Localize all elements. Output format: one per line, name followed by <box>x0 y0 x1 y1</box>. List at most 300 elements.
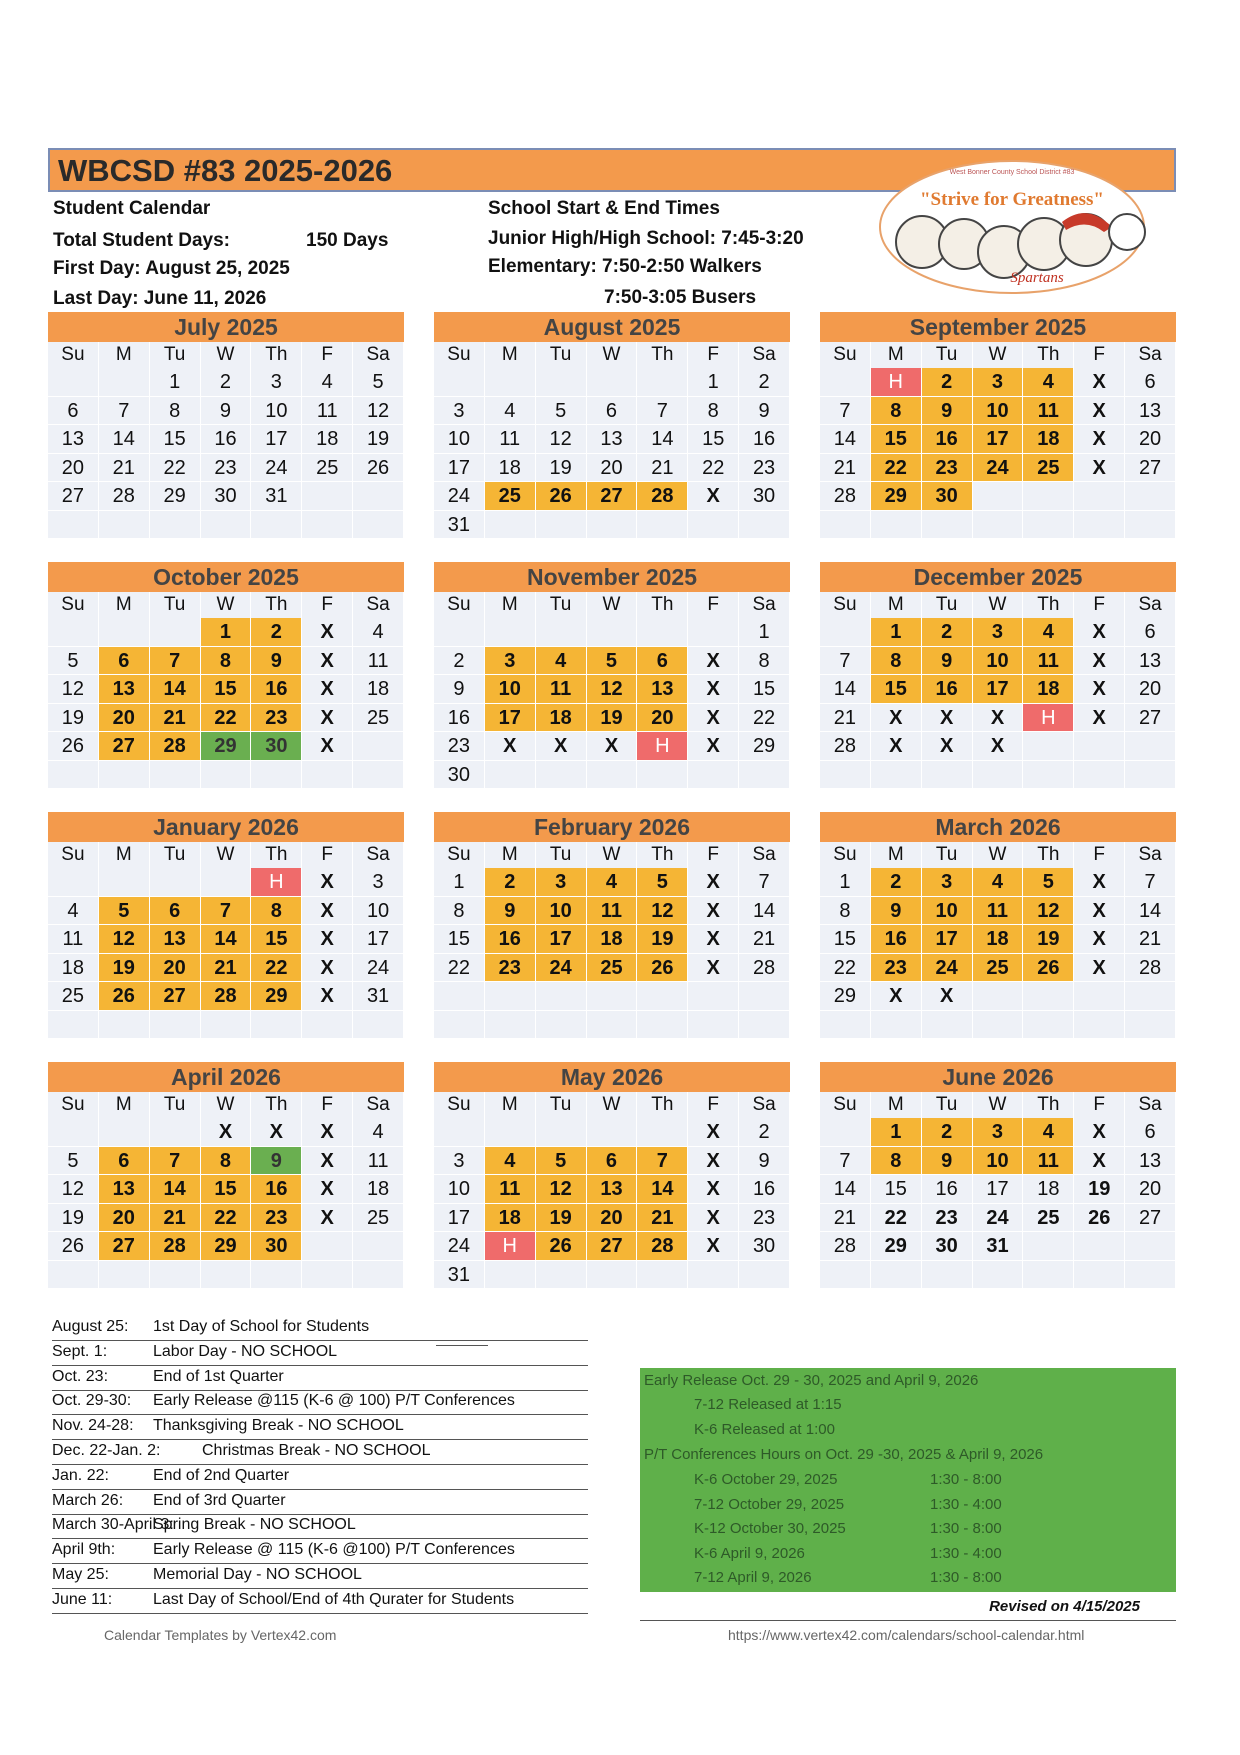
day-cell: 22 <box>150 454 201 483</box>
day-cell: 27 <box>150 982 201 1011</box>
day-cell: 12 <box>48 1175 99 1204</box>
day-cell: X <box>302 732 353 761</box>
day-of-week-header: Th <box>1023 592 1074 618</box>
day-cell: 4 <box>973 868 1024 897</box>
day-of-week-header: Tu <box>922 342 973 368</box>
day-of-week-header: M <box>485 342 536 368</box>
day-cell: X <box>302 675 353 704</box>
empty-cell <box>688 982 739 1011</box>
day-cell: 21 <box>820 454 871 483</box>
day-of-week-header: Tu <box>536 842 587 868</box>
day-of-week-header: M <box>871 342 922 368</box>
day-cell: 17 <box>973 1175 1024 1204</box>
day-cell: 10 <box>434 1175 485 1204</box>
day-cell: 9 <box>485 897 536 926</box>
legend-row <box>52 1539 588 1564</box>
empty-cell <box>637 1118 688 1147</box>
day-cell: 15 <box>871 675 922 704</box>
day-cell: 4 <box>485 1147 536 1176</box>
legend-event: Labor Day - NO SCHOOL <box>153 1342 338 1360</box>
day-cell: 21 <box>150 704 201 733</box>
empty-cell <box>485 618 536 647</box>
day-cell: 9 <box>434 675 485 704</box>
day-cell: 8 <box>251 897 302 926</box>
day-of-week-header: W <box>201 342 252 368</box>
empty-cell <box>251 511 302 540</box>
empty-cell <box>1125 761 1176 790</box>
day-cell: 17 <box>922 925 973 954</box>
conference-hours: 1:30 - 8:00 <box>930 1520 1002 1537</box>
legend-row <box>52 1564 588 1589</box>
empty-cell <box>973 482 1024 511</box>
day-cell: X <box>688 897 739 926</box>
legend-row <box>52 1490 588 1515</box>
empty-cell <box>150 761 201 790</box>
day-cell: 11 <box>973 897 1024 926</box>
day-cell: 2 <box>251 618 302 647</box>
day-cell: 27 <box>1125 454 1176 483</box>
day-cell: 6 <box>1125 618 1176 647</box>
day-cell: 14 <box>150 675 201 704</box>
day-of-week-header: F <box>688 592 739 618</box>
day-cell: 29 <box>201 1232 252 1261</box>
day-cell: 3 <box>434 1147 485 1176</box>
day-of-week-header: F <box>302 842 353 868</box>
day-cell: 6 <box>587 397 638 426</box>
legend-row <box>52 1390 588 1415</box>
empty-cell <box>871 1011 922 1040</box>
day-cell: X <box>688 1118 739 1147</box>
month-grid <box>820 342 1176 539</box>
day-of-week-header: W <box>587 842 638 868</box>
day-of-week-header: Sa <box>353 1092 404 1118</box>
empty-cell <box>922 761 973 790</box>
conference-who: 7-12 April 9, 2026 <box>694 1569 812 1586</box>
empty-cell <box>353 1261 404 1290</box>
empty-cell <box>637 982 688 1011</box>
legend-event: 1st Day of School for Students <box>153 1318 370 1335</box>
legend-event: Thanksgiving Break - NO SCHOOL <box>153 1417 404 1435</box>
elementary-times: Elementary: 7:50-2:50 Walkers <box>488 256 762 277</box>
day-cell: 11 <box>1023 647 1074 676</box>
month-title: May 2026 <box>434 1062 790 1092</box>
day-cell: 25 <box>1023 454 1074 483</box>
empty-cell <box>1074 1011 1125 1040</box>
day-cell: 11 <box>587 897 638 926</box>
empty-cell <box>922 1011 973 1040</box>
day-cell: 18 <box>48 954 99 983</box>
conference-hours: 1:30 - 8:00 <box>930 1471 1002 1488</box>
day-of-week-header: F <box>1074 842 1125 868</box>
legend-event: Memorial Day - NO SCHOOL <box>153 1566 362 1583</box>
legend-event: Christmas Break - NO SCHOOL <box>202 1442 431 1459</box>
day-cell: 15 <box>688 425 739 454</box>
day-cell: 3 <box>973 618 1024 647</box>
empty-cell <box>739 1261 790 1290</box>
legend-row <box>52 1316 588 1341</box>
day-cell: 31 <box>973 1232 1024 1261</box>
day-cell: X <box>688 732 739 761</box>
day-cell: 3 <box>973 368 1024 397</box>
day-cell: 21 <box>820 704 871 733</box>
day-cell: 12 <box>587 675 638 704</box>
empty-cell <box>820 618 871 647</box>
day-cell: 6 <box>99 1147 150 1176</box>
day-cell: 18 <box>302 425 353 454</box>
empty-cell <box>150 1011 201 1040</box>
day-of-week-header: Th <box>637 1092 688 1118</box>
day-cell: 3 <box>973 1118 1024 1147</box>
day-cell: 4 <box>1023 1118 1074 1147</box>
day-of-week-header: Th <box>1023 342 1074 368</box>
empty-cell <box>1074 482 1125 511</box>
day-of-week-header: Su <box>820 592 871 618</box>
day-cell: 13 <box>587 425 638 454</box>
day-cell: 16 <box>201 425 252 454</box>
empty-cell <box>1023 1261 1074 1290</box>
day-cell: 22 <box>871 454 922 483</box>
month-title: March 2026 <box>820 812 1176 842</box>
empty-cell <box>587 982 638 1011</box>
day-of-week-header: Tu <box>922 1092 973 1118</box>
day-of-week-header: Su <box>48 592 99 618</box>
empty-cell <box>48 1011 99 1040</box>
day-cell: 4 <box>587 868 638 897</box>
empty-cell <box>1023 511 1074 540</box>
day-cell: 3 <box>485 647 536 676</box>
month-title: April 2026 <box>48 1062 404 1092</box>
empty-cell <box>820 511 871 540</box>
day-cell: 19 <box>48 1204 99 1233</box>
day-cell: 7 <box>820 1147 871 1176</box>
day-cell: 13 <box>637 675 688 704</box>
day-cell: 23 <box>739 454 790 483</box>
day-cell: 21 <box>739 925 790 954</box>
day-cell: 27 <box>99 1232 150 1261</box>
day-cell: 16 <box>251 1175 302 1204</box>
day-cell: 18 <box>353 675 404 704</box>
day-cell: 12 <box>1023 897 1074 926</box>
month-calendar <box>48 1062 404 1289</box>
empty-cell <box>99 511 150 540</box>
revised-row <box>640 1596 1176 1621</box>
day-cell: 23 <box>739 1204 790 1233</box>
day-cell: 16 <box>251 675 302 704</box>
day-cell: 28 <box>820 732 871 761</box>
day-cell: 11 <box>536 675 587 704</box>
day-cell: 7 <box>739 868 790 897</box>
day-of-week-header: W <box>201 592 252 618</box>
day-of-week-header: Su <box>820 342 871 368</box>
empty-cell <box>1125 732 1176 761</box>
day-cell: 31 <box>251 482 302 511</box>
empty-cell <box>688 1261 739 1290</box>
day-cell: 4 <box>48 897 99 926</box>
day-cell: 7 <box>820 647 871 676</box>
day-of-week-header: Su <box>48 342 99 368</box>
day-cell: 12 <box>353 397 404 426</box>
empty-cell <box>1023 482 1074 511</box>
legend-event: End of 3rd Quarter <box>153 1491 286 1509</box>
day-cell: X <box>536 732 587 761</box>
day-cell: 30 <box>922 1232 973 1261</box>
early-release-title: Early Release Oct. 29 - 30, 2025 and April 9, 2026 <box>644 1372 979 1389</box>
empty-cell <box>587 511 638 540</box>
day-cell: 29 <box>201 732 252 761</box>
empty-cell <box>201 1011 252 1040</box>
day-cell: 19 <box>353 425 404 454</box>
day-cell: X <box>587 732 638 761</box>
conference-who: K-12 October 30, 2025 <box>694 1520 846 1537</box>
day-of-week-header: Sa <box>739 842 790 868</box>
day-cell: 14 <box>820 675 871 704</box>
day-cell: 19 <box>48 704 99 733</box>
empty-cell <box>99 761 150 790</box>
empty-cell <box>536 761 587 790</box>
day-of-week-header: Sa <box>739 1092 790 1118</box>
conference-who: 7-12 October 29, 2025 <box>694 1495 845 1513</box>
legend-event: Last Day of School/End of 4th Qurater for Students <box>153 1590 515 1608</box>
day-cell: 15 <box>871 1175 922 1204</box>
day-cell: X <box>302 618 353 647</box>
day-cell: X <box>1074 1118 1125 1147</box>
empty-cell <box>637 368 688 397</box>
empty-cell <box>1125 1232 1176 1261</box>
day-of-week-header: W <box>973 842 1024 868</box>
day-cell: 16 <box>485 925 536 954</box>
day-of-week-header: Su <box>434 592 485 618</box>
day-of-week-header: M <box>99 1092 150 1118</box>
day-cell: 9 <box>251 1147 302 1176</box>
empty-cell <box>536 982 587 1011</box>
day-of-week-header: Th <box>251 1092 302 1118</box>
day-cell: 9 <box>922 647 973 676</box>
day-cell: 8 <box>871 647 922 676</box>
empty-cell <box>871 761 922 790</box>
day-cell: 2 <box>922 368 973 397</box>
empty-cell <box>1074 511 1125 540</box>
empty-cell <box>434 618 485 647</box>
day-cell: X <box>201 1118 252 1147</box>
empty-cell <box>637 618 688 647</box>
empty-cell <box>150 618 201 647</box>
day-cell: 2 <box>739 368 790 397</box>
day-cell: 28 <box>637 1232 688 1261</box>
day-cell: X <box>302 1204 353 1233</box>
day-cell: 31 <box>434 511 485 540</box>
day-cell: 23 <box>485 954 536 983</box>
empty-cell <box>99 1118 150 1147</box>
empty-cell <box>1125 1261 1176 1290</box>
day-of-week-header: Su <box>434 842 485 868</box>
day-cell: 8 <box>150 397 201 426</box>
day-cell: X <box>688 647 739 676</box>
day-cell: X <box>302 647 353 676</box>
day-cell: 26 <box>353 454 404 483</box>
day-cell: 4 <box>485 397 536 426</box>
empty-cell <box>871 1261 922 1290</box>
empty-cell <box>637 511 688 540</box>
day-cell: 16 <box>922 1175 973 1204</box>
day-cell: H <box>485 1232 536 1261</box>
month-grid <box>48 842 404 1039</box>
legend-date: March 26: <box>52 1491 124 1509</box>
day-cell: 1 <box>739 618 790 647</box>
day-cell: 21 <box>820 1204 871 1233</box>
month-calendar <box>820 812 1176 1039</box>
legend-event: Early Release @ 115 (K-6 @100) P/T Conferences <box>153 1541 515 1559</box>
day-cell: X <box>1074 868 1125 897</box>
day-cell: 10 <box>536 897 587 926</box>
day-cell: 8 <box>871 1147 922 1176</box>
empty-cell <box>1074 1232 1125 1261</box>
day-cell: 25 <box>302 454 353 483</box>
empty-cell <box>99 868 150 897</box>
day-cell: X <box>688 954 739 983</box>
empty-cell <box>587 1261 638 1290</box>
legend-event: End of 2nd Quarter <box>153 1466 290 1484</box>
month-calendar <box>820 562 1176 789</box>
day-cell: X <box>688 868 739 897</box>
jh-hs-times: Junior High/High School: 7:45-3:20 <box>488 228 804 249</box>
day-cell: 6 <box>587 1147 638 1176</box>
last-day: Last Day: June 11, 2026 <box>53 288 267 309</box>
day-of-week-header: Sa <box>1125 1092 1176 1118</box>
day-cell: 18 <box>1023 425 1074 454</box>
empty-cell <box>302 1011 353 1040</box>
day-cell: 28 <box>150 732 201 761</box>
conference-hours: 1:30 - 4:00 <box>930 1495 1002 1513</box>
legend-date: June 11: <box>52 1590 113 1608</box>
day-of-week-header: Su <box>48 1092 99 1118</box>
day-of-week-header: Sa <box>353 342 404 368</box>
month-grid <box>434 1092 790 1289</box>
day-of-week-header: Tu <box>922 592 973 618</box>
day-cell: 12 <box>99 925 150 954</box>
day-cell: 9 <box>739 397 790 426</box>
empty-cell <box>637 1261 688 1290</box>
day-cell: 6 <box>637 647 688 676</box>
day-cell: 4 <box>353 1118 404 1147</box>
empty-cell <box>973 761 1024 790</box>
day-cell: 2 <box>871 868 922 897</box>
day-of-week-header: W <box>201 842 252 868</box>
legend-event: Spring Break - NO SCHOOL <box>153 1516 356 1534</box>
legend-row <box>52 1415 588 1440</box>
day-cell: 24 <box>973 454 1024 483</box>
day-of-week-header: Su <box>48 842 99 868</box>
day-cell: 1 <box>688 368 739 397</box>
day-cell: 26 <box>99 982 150 1011</box>
day-cell: 30 <box>251 732 302 761</box>
legend-event: Early Release @115 (K-6 @ 100) P/T Conferences <box>153 1392 515 1410</box>
day-cell: 12 <box>536 1175 587 1204</box>
day-cell: 3 <box>353 868 404 897</box>
day-cell: 5 <box>48 647 99 676</box>
day-cell: X <box>1074 675 1125 704</box>
day-cell: 10 <box>973 397 1024 426</box>
empty-cell <box>485 368 536 397</box>
day-cell: X <box>1074 1147 1125 1176</box>
day-cell: 18 <box>485 454 536 483</box>
conference-who: K-6 October 29, 2025 <box>694 1471 838 1488</box>
empty-cell <box>1023 732 1074 761</box>
empty-cell <box>99 368 150 397</box>
logo-district-text: West Bonner County School District #83 <box>949 169 1075 176</box>
day-of-week-header: Th <box>251 342 302 368</box>
month-title: January 2026 <box>48 812 404 842</box>
empty-cell <box>739 511 790 540</box>
day-cell: 8 <box>739 647 790 676</box>
day-cell: 6 <box>48 397 99 426</box>
day-cell: 27 <box>587 1232 638 1261</box>
day-cell: 6 <box>150 897 201 926</box>
day-cell: X <box>973 704 1024 733</box>
day-cell: H <box>871 368 922 397</box>
day-of-week-header: W <box>973 592 1024 618</box>
empty-cell <box>1074 732 1125 761</box>
day-of-week-header: W <box>587 342 638 368</box>
day-cell: 13 <box>587 1175 638 1204</box>
day-cell: 15 <box>201 1175 252 1204</box>
footer-url: https://www.vertex42.com/calendars/school-calendar.html <box>728 1627 1085 1643</box>
day-cell: 14 <box>99 425 150 454</box>
empty-cell <box>973 511 1024 540</box>
day-cell: 10 <box>485 675 536 704</box>
day-cell: 11 <box>353 647 404 676</box>
day-cell: 24 <box>434 482 485 511</box>
day-cell: 26 <box>536 482 587 511</box>
student-calendar-label: Student Calendar <box>53 198 211 219</box>
day-of-week-header: M <box>99 842 150 868</box>
legend-row <box>52 1341 588 1366</box>
day-of-week-header: Th <box>637 342 688 368</box>
day-cell: 16 <box>922 675 973 704</box>
day-of-week-header: Tu <box>536 342 587 368</box>
day-cell: 14 <box>820 1175 871 1204</box>
day-cell: 2 <box>922 1118 973 1147</box>
day-cell: X <box>302 1175 353 1204</box>
empty-cell <box>536 511 587 540</box>
day-cell: 28 <box>820 1232 871 1261</box>
day-cell: 20 <box>99 1204 150 1233</box>
legend-date: May 25: <box>52 1566 109 1583</box>
empty-cell <box>150 511 201 540</box>
day-cell: 15 <box>251 925 302 954</box>
empty-cell <box>1074 982 1125 1011</box>
day-cell: 29 <box>871 1232 922 1261</box>
day-cell: 8 <box>201 1147 252 1176</box>
day-cell: X <box>871 982 922 1011</box>
day-cell: X <box>871 732 922 761</box>
day-cell: 5 <box>1023 868 1074 897</box>
day-cell: 25 <box>587 954 638 983</box>
day-cell: 26 <box>536 1232 587 1261</box>
empty-cell <box>485 511 536 540</box>
month-calendar <box>434 562 790 789</box>
empty-cell <box>48 368 99 397</box>
footer-credit: Calendar Templates by Vertex42.com <box>104 1627 337 1643</box>
day-cell: 5 <box>536 397 587 426</box>
month-title: July 2025 <box>48 312 404 342</box>
empty-cell <box>48 1118 99 1147</box>
day-of-week-header: F <box>302 592 353 618</box>
day-cell: X <box>302 897 353 926</box>
day-cell: 4 <box>302 368 353 397</box>
day-cell: 23 <box>251 1204 302 1233</box>
day-of-week-header: W <box>973 342 1024 368</box>
empty-cell <box>871 511 922 540</box>
